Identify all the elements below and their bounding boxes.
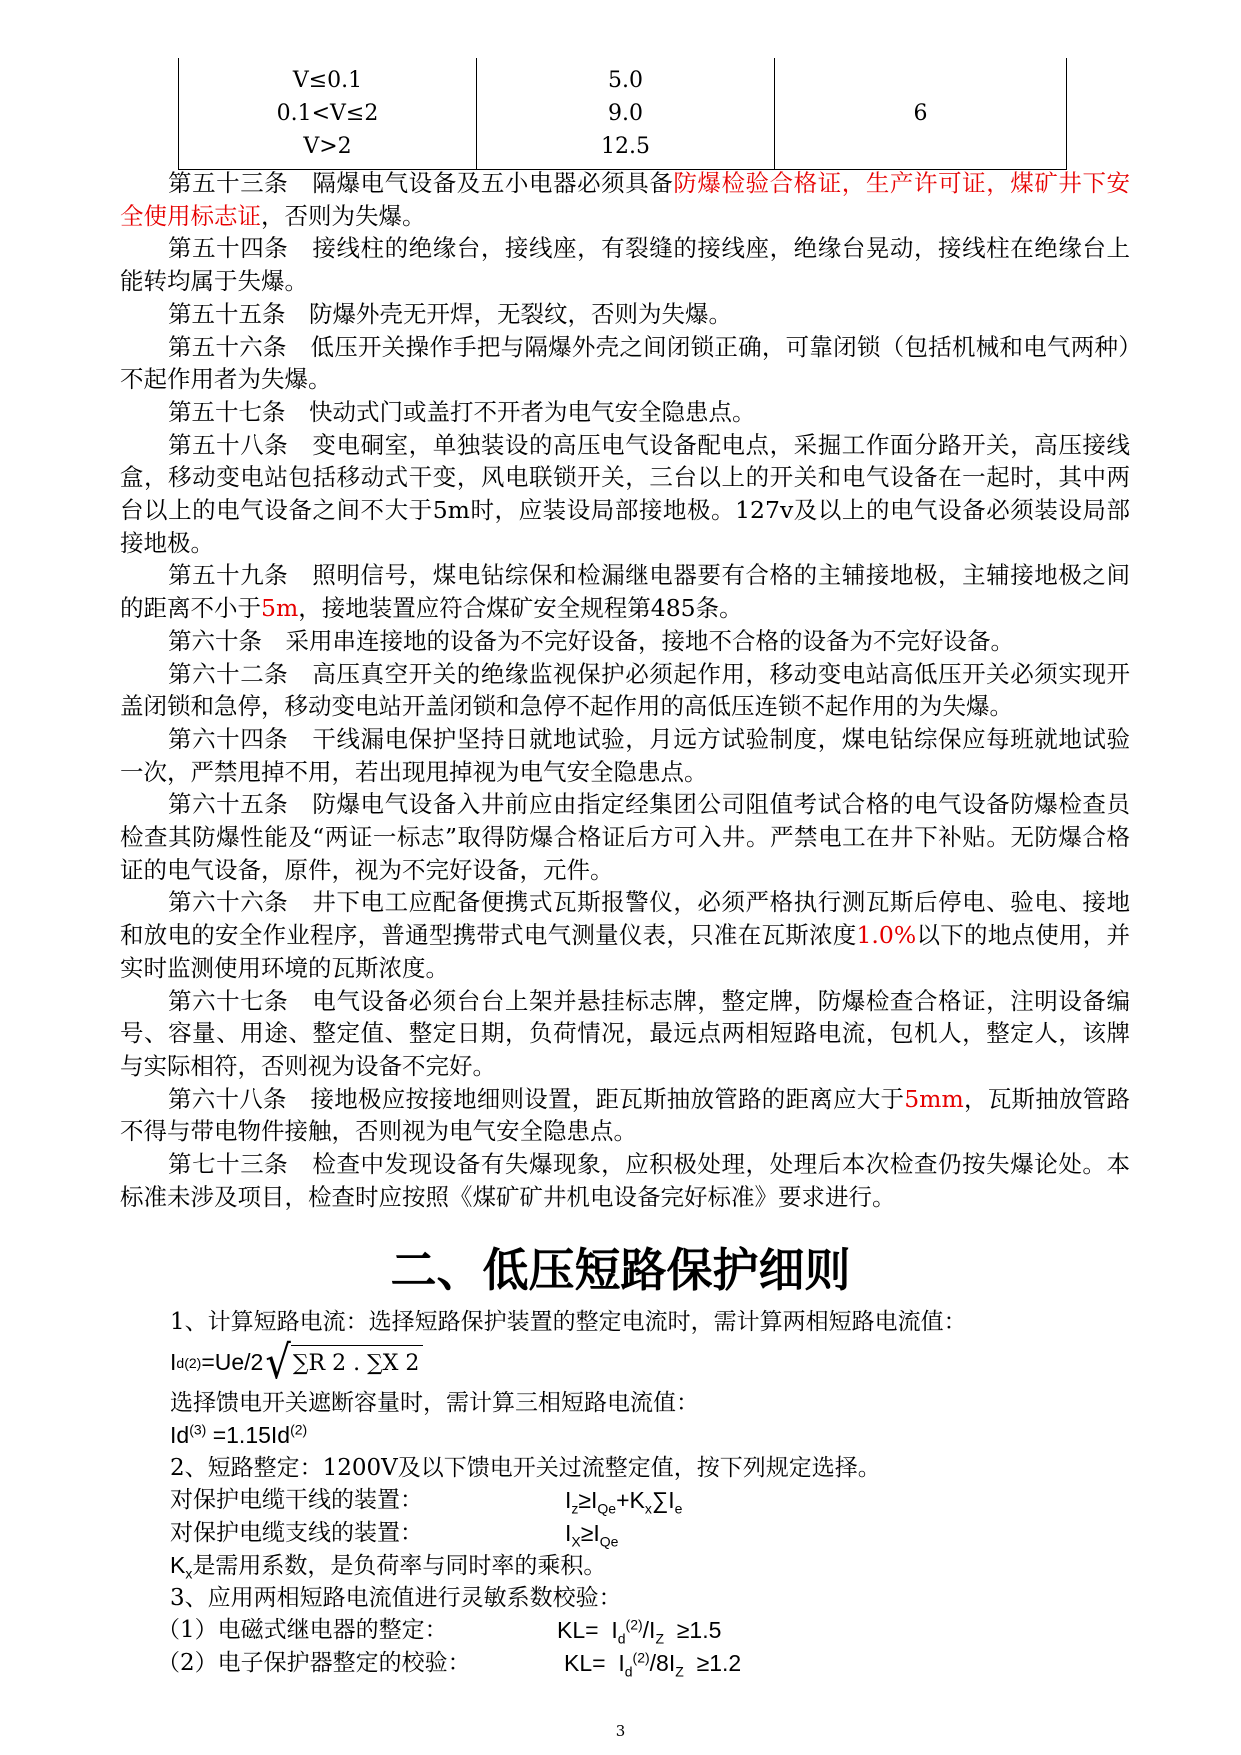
paragraph-text: 第五十八条 变电硐室，单独装设的高压电气设备配电点，采掘工作面分路开关，高压接线盒，移动变电站包括移动式干变，风电联锁开关，三台以上的开关和电气设备在一起时，其中两台以上的电气设备之间不大于5m时，应装设局部接地极。127v及以上的电气设备必须装设局部接地极。 bbox=[120, 430, 1130, 557]
threshold: ≥1.5 bbox=[676, 1617, 722, 1643]
short-circuit-section bbox=[120, 1306, 1130, 1679]
electronic-check bbox=[120, 1647, 1130, 1680]
branch-cable-rule bbox=[120, 1517, 1130, 1550]
table-text: 9.0 bbox=[608, 101, 643, 126]
paragraph-text: 第五十三条 隔爆电气设备及五小电器必须具备 bbox=[168, 169, 674, 197]
regulation-paragraph bbox=[120, 559, 1130, 624]
rule-formula: $I_z\ge I_{Qe}+K_x\sum I_e$ bbox=[565, 1487, 683, 1517]
section-line: 3、应用两相短路电流值进行灵敏系数校验： bbox=[170, 1584, 622, 1611]
regulation-paragraph bbox=[120, 985, 1130, 1083]
table-text: V>2 bbox=[303, 134, 352, 159]
kx-definition bbox=[120, 1549, 1130, 1582]
paragraph-text: 第六十四条 干线漏电保护坚持日就地试验，月远方试验制度，煤电钻综保应每班就地试验一次，严禁甩掉不用，若出现甩掉视为电气安全隐患点。 bbox=[120, 724, 1130, 786]
table-text: V≤0.1 bbox=[292, 68, 363, 93]
section-heading: 二、低压短路保护细则 bbox=[390, 1243, 851, 1297]
paragraph-text: 以下的地点使用，并实时监测使用环境的瓦斯浓度。 bbox=[120, 921, 1131, 982]
regulation-paragraph bbox=[120, 167, 1130, 232]
section-line: 1、计算短路电流：选择短路保护装置的整定电流时，需计算两相短路电流值： bbox=[170, 1309, 967, 1335]
regulation-paragraph bbox=[120, 396, 1130, 429]
radicand: ∑R 2 . ∑X 2 bbox=[291, 1345, 424, 1381]
formula-three-phase bbox=[120, 1419, 1130, 1452]
paragraph-text: 第六十条 采用串连接地的设备为不完好设备，接地不合格的设备为不完好设备。 bbox=[168, 626, 1014, 655]
paragraph-text: ，否则为失爆。 bbox=[261, 201, 426, 230]
velocity-table bbox=[178, 58, 1067, 170]
paragraph-text: 第六十二条 高压真空开关的绝缘监视保护必须起作用，移动变电站高低压开关必须实现开盖闭锁和急停，移动变电站开盖闭锁和急停不起作用的高低压连锁不起作用的为失爆。 bbox=[120, 659, 1130, 721]
regulation-paragraph bbox=[120, 1083, 1130, 1148]
kx-symbol: $K_x$ bbox=[170, 1552, 193, 1582]
highlighted-text: 5mm bbox=[904, 1084, 964, 1113]
trunk-cable-rule bbox=[120, 1484, 1130, 1517]
regulation-paragraph bbox=[120, 298, 1130, 331]
formula-text: =Ue/2 bbox=[201, 1349, 264, 1376]
formula-sup: (2) bbox=[290, 1421, 308, 1438]
paragraph-text: ，接地装置应符合煤矿安全规程第485条。 bbox=[298, 594, 743, 623]
regulation-paragraph bbox=[120, 658, 1130, 723]
check-label: （2）电子保护器整定的校验： bbox=[157, 1649, 471, 1676]
regulation-paragraph bbox=[120, 232, 1130, 297]
check-label: （1）电磁式继电器的整定： bbox=[157, 1617, 448, 1643]
paragraph-text: 第六十八条 接地极应按接地细则设置，距瓦斯抽放管路的距离应大于 bbox=[168, 1084, 905, 1113]
regulation-paragraph bbox=[120, 331, 1130, 396]
regulation-paragraph bbox=[120, 723, 1130, 788]
paragraph-text: 第五十七条 快动式门或盖打不开者为电气安全隐患点。 bbox=[168, 397, 756, 426]
regulation-paragraph bbox=[120, 625, 1130, 658]
check-formula: $KL= I_d^{(2)}/I_Z \ge 1.5$ bbox=[557, 1616, 722, 1647]
section-line: 选择馈电开关遮断容量时，需计算三相短路电流值： bbox=[170, 1389, 699, 1416]
regulation-paragraph bbox=[120, 788, 1130, 886]
rule-formula: $I_X\ge I_{Qe}$ bbox=[565, 1519, 619, 1550]
relay-check bbox=[120, 1614, 1130, 1647]
paragraph-text: 第六十五条 防爆电气设备入井前应由指定经集团公司阻值考试合格的电气设备防爆检查员检查其防爆性能及“两证一标志”取得防爆合格证后方可入井。严禁电工在井下补贴。无防爆合格证的电气设备，原件，视为不完好设备，元件。 bbox=[120, 790, 1130, 884]
paragraph-text: 第七十三条 检查中发现设备有失爆现象，应积极处理，处理后本次检查仍按失爆论处。本标准未涉及项目，检查时应按照《煤矿矿井机电设备完好标准》要求进行。 bbox=[120, 1150, 1130, 1211]
paragraph-text: 第五十四条 接线柱的绝缘台，接线座，有裂缝的接线座，绝缘台晃动，接线柱在绝缘台上能转均属于失爆。 bbox=[120, 234, 1130, 296]
paragraph-text: 第五十五条 防爆外壳无开焊，无裂纹，否则为失爆。 bbox=[168, 299, 732, 328]
regulation-paragraph bbox=[120, 1148, 1130, 1213]
regulation-paragraphs bbox=[120, 167, 1130, 1214]
table-text: 12.5 bbox=[601, 134, 650, 159]
table-cell-value bbox=[477, 58, 775, 170]
highlighted-text: 防爆检验合格证，生产许可证，煤矿井下安全使用标志证 bbox=[120, 169, 1131, 230]
definition-text: 是需用系数，是负荷率与同时率的乘积。 bbox=[192, 1553, 607, 1579]
paragraph-text: 第六十六条 井下电工应配备便携式瓦斯报警仪，必须严格执行测瓦斯后停电、验电、接地和放电的安全作业程序，普通型携带式电气测量仪表，只准在瓦斯浓度 bbox=[120, 888, 1130, 950]
formula-two-phase: I d (2) =Ue/2 √ ∑R 2 . ∑X 2 bbox=[120, 1339, 1130, 1387]
table-cell-merged: 6 bbox=[775, 58, 1067, 170]
table-text: 5.0 bbox=[608, 68, 643, 93]
section-line: 2、短路整定：1200V及以下馈电开关过流整定值，按下列规定选择。 bbox=[170, 1454, 881, 1481]
paragraph-text: 第六十七条 电气设备必须台台上架并悬挂标志牌，整定牌，防爆检查合格证，注明设备编号、容量、用途、整定值、整定日期，负荷情况，最远点两相短路电流，包机人，整定人，该牌与实际相符，否则视为设备不完好。 bbox=[120, 986, 1130, 1080]
formula-text: Id bbox=[170, 1422, 190, 1448]
check-formula: $KL= I_d^{(2)}/8I_Z \ge 1.2$ bbox=[564, 1648, 742, 1680]
formula-text: I bbox=[170, 1349, 177, 1376]
table-text: 0.1<V≤2 bbox=[276, 101, 379, 126]
formula-text: =1.15Id bbox=[206, 1422, 291, 1448]
paragraph-text: 第五十九条 照明信号，煤电钻综保和检漏继电器要有合格的主辅接地极，主辅接地极之间的距离不小于 bbox=[120, 561, 1130, 623]
rule-label: 对保护电缆干线的装置： bbox=[170, 1487, 423, 1513]
table-cell-range bbox=[179, 58, 477, 170]
formula-sup: (3) bbox=[189, 1421, 207, 1438]
regulation-paragraph bbox=[120, 886, 1130, 984]
page-number: 3 bbox=[615, 1722, 626, 1740]
highlighted-text: 1.0% bbox=[856, 921, 917, 950]
rule-label: 对保护电缆支线的装置： bbox=[170, 1519, 423, 1546]
paragraph-text: ，瓦斯抽放管路不得与带电物件接触，否则视为电气安全隐患点。 bbox=[120, 1084, 1131, 1146]
radical-icon: √ bbox=[265, 1336, 291, 1389]
paragraph-text: 第五十六条 低压开关操作手把与隔爆外壳之间闭锁正确，可靠闭锁（包括机械和电气两种）不起作用者为失爆。 bbox=[120, 332, 1130, 394]
threshold: ≥1.2 bbox=[696, 1649, 742, 1676]
highlighted-text: 5m bbox=[261, 594, 299, 623]
regulation-paragraph bbox=[120, 429, 1130, 560]
